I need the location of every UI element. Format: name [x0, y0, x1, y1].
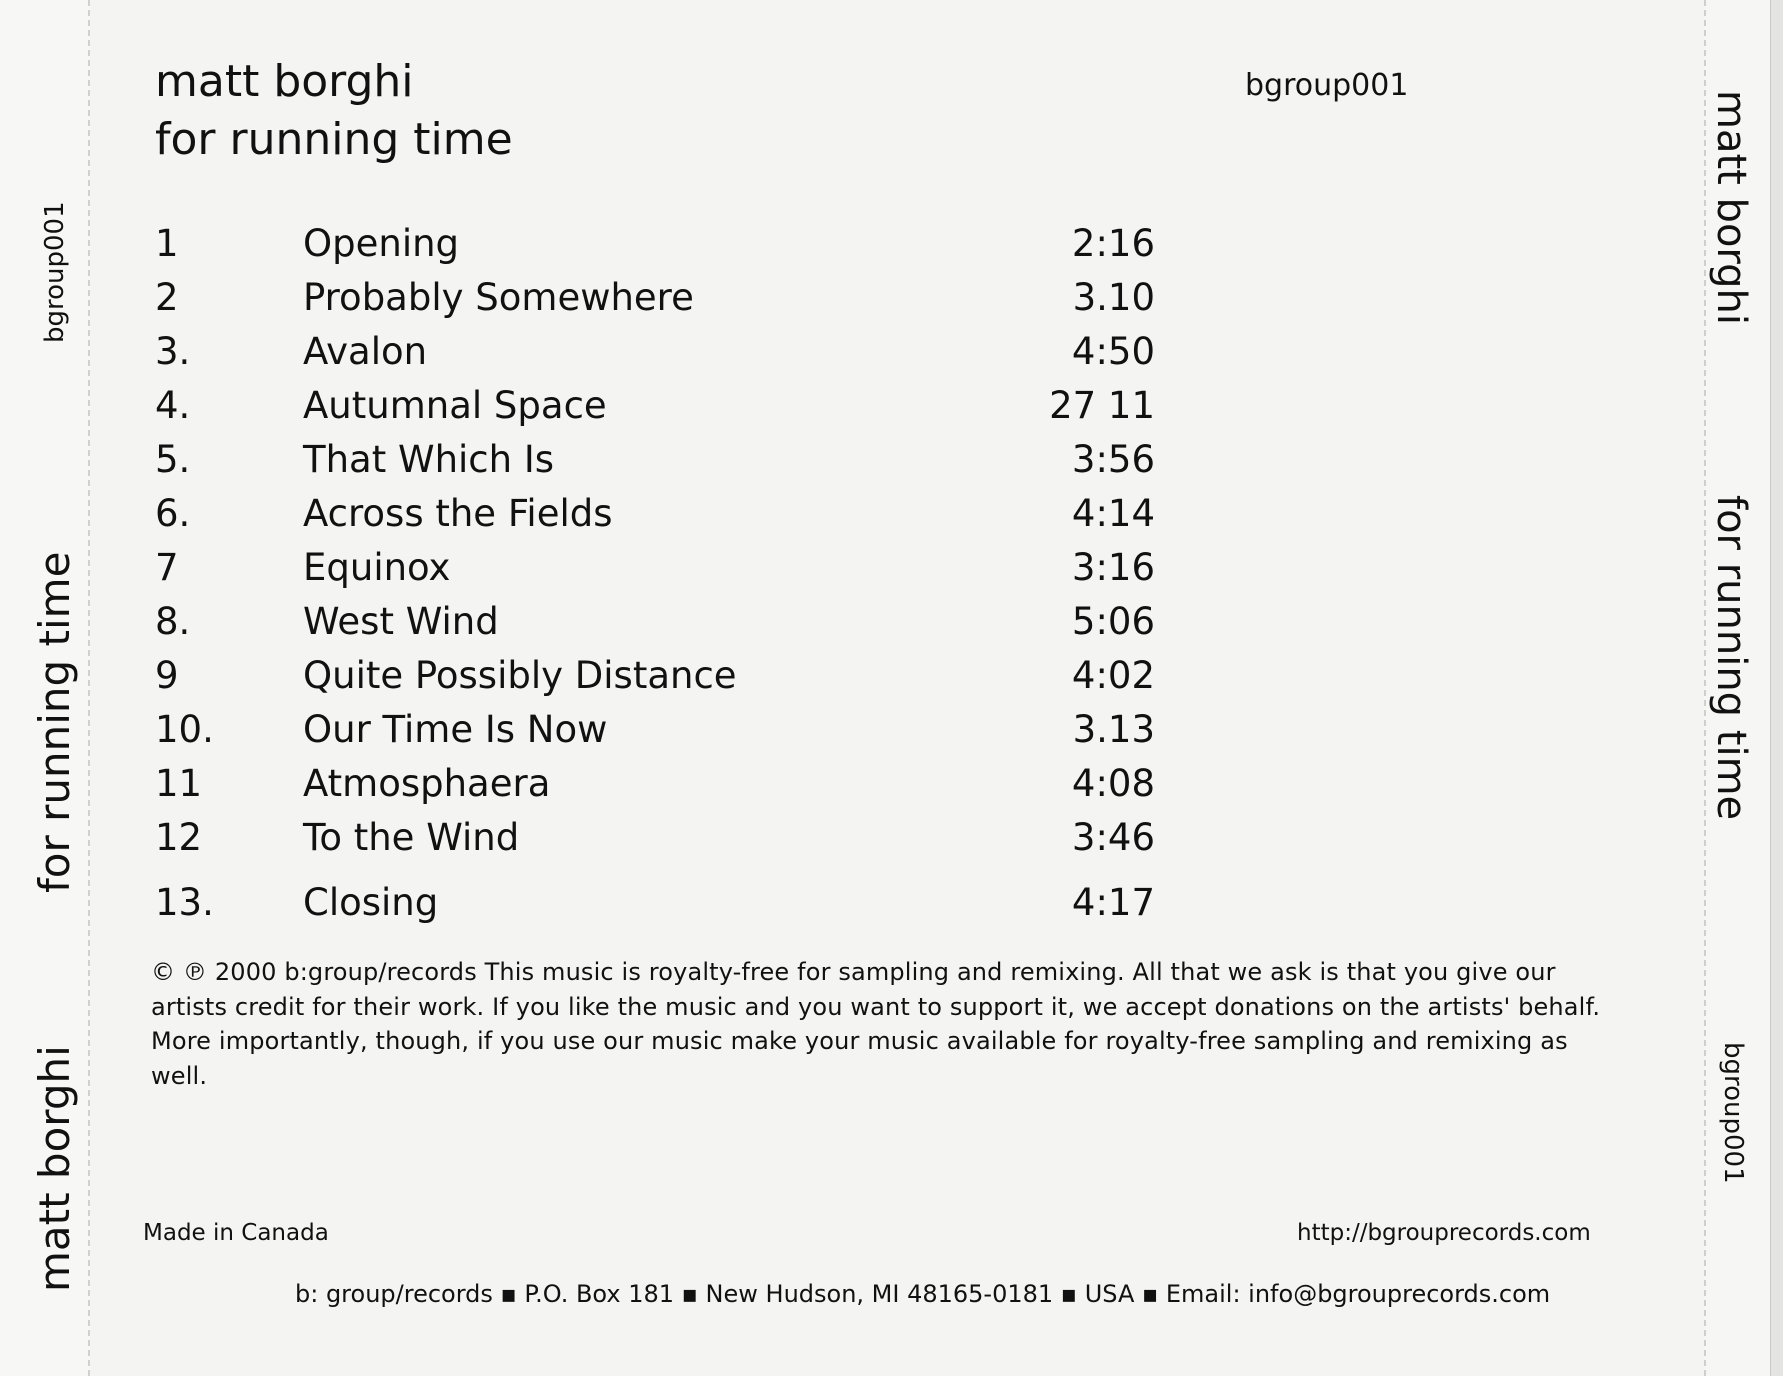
track-row — [155, 384, 1165, 438]
track-title: Probably Somewhere — [303, 276, 694, 319]
track-number: 7 — [155, 546, 179, 589]
track-number: 3. — [155, 330, 191, 373]
track-title: That Which Is — [303, 438, 555, 481]
track-time: 3:56 — [1071, 438, 1155, 481]
track-number: 5. — [155, 438, 191, 481]
track-title: Atmosphaera — [303, 762, 551, 805]
track-title: Equinox — [303, 546, 451, 589]
track-time: 4:17 — [1071, 881, 1155, 924]
track-title: Across the Fields — [303, 492, 613, 535]
spine-artist-right: matt borghi — [1708, 90, 1754, 326]
track-time: 4:08 — [1071, 762, 1155, 805]
track-number: 1 — [155, 222, 179, 265]
track-row — [155, 438, 1165, 492]
track-row — [155, 546, 1165, 600]
track-row — [155, 276, 1165, 330]
postal-address: b: group/records ▪ P.O. Box 181 ▪ New Hudson, MI 48165-0181 ▪ USA ▪ Email: info@bgrouprecords.com — [295, 1280, 1551, 1308]
track-row — [155, 654, 1165, 708]
track-title: Closing — [303, 881, 439, 924]
track-time: 3:16 — [1071, 546, 1155, 589]
track-time: 4:02 — [1071, 654, 1155, 697]
track-row — [155, 762, 1165, 816]
spine-catalog-right: bgroup001 — [1718, 1042, 1748, 1184]
track-number: 6. — [155, 492, 191, 535]
track-row — [155, 881, 1165, 935]
made-in-label: Made in Canada — [143, 1220, 329, 1246]
track-time: 3:46 — [1071, 816, 1155, 859]
track-time: 3.10 — [1072, 276, 1155, 319]
copyright-notice: © ℗ 2000 b:group/records This music is royalty-free for sampling and remixing. All that we ask is that you give our artists credit for their work. If you like the music and you want to support it, we accept donations on the artists' behalf. More importantly, though, if you use our music make your music available for royalty-free sampling and remixing as well. — [151, 958, 1601, 1090]
track-time: 2:16 — [1071, 222, 1155, 265]
track-time: 4:50 — [1071, 330, 1155, 373]
track-number: 12 — [155, 816, 203, 859]
track-number: 13. — [155, 881, 214, 924]
artist-name: matt borghi — [155, 56, 414, 107]
track-title: Autumnal Space — [303, 384, 607, 427]
spine-album-right: for running time — [1708, 495, 1754, 821]
left-spine — [0, 0, 90, 1376]
track-time: 5:06 — [1071, 600, 1155, 643]
right-edge — [1770, 0, 1783, 1376]
track-title: Our Time Is Now — [303, 708, 608, 751]
track-row — [155, 330, 1165, 384]
track-number: 10. — [155, 708, 214, 751]
track-time: 4:14 — [1071, 492, 1155, 535]
track-time: 27 11 — [1049, 384, 1155, 427]
track-number: 4. — [155, 384, 191, 427]
track-row — [155, 708, 1165, 762]
track-title: To the Wind — [303, 816, 520, 859]
album-title: for running time — [155, 114, 513, 165]
track-number: 11 — [155, 762, 203, 805]
catalog-number: bgroup001 — [1245, 68, 1409, 103]
track-time: 3.13 — [1072, 708, 1155, 751]
track-row — [155, 816, 1165, 870]
track-title: West Wind — [303, 600, 499, 643]
website-url: http://bgrouprecords.com — [1297, 1220, 1591, 1246]
track-row — [155, 492, 1165, 546]
spine-album-left: for running time — [30, 551, 79, 893]
spine-catalog-left: bgroup001 — [40, 201, 70, 343]
track-row — [155, 600, 1165, 654]
track-number: 2 — [155, 276, 179, 319]
track-title: Avalon — [303, 330, 428, 373]
track-row — [155, 222, 1165, 276]
track-number: 9 — [155, 654, 179, 697]
track-title: Opening — [303, 222, 460, 265]
spine-artist-left: matt borghi — [30, 1045, 79, 1292]
track-number: 8. — [155, 600, 191, 643]
track-title: Quite Possibly Distance — [303, 654, 737, 697]
track-list — [155, 222, 1165, 935]
